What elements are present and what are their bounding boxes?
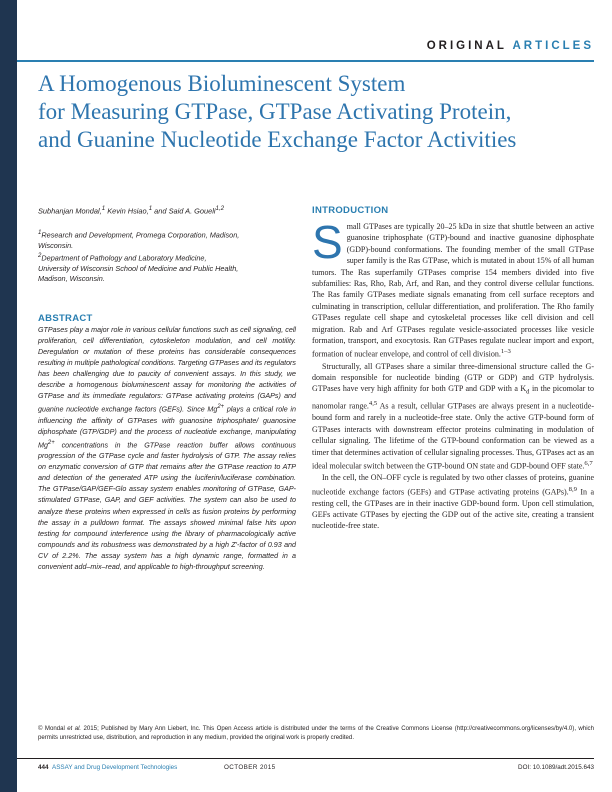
title-line-2: for Measuring GTPase, GTPase Activating Protein,: [38, 99, 512, 124]
author-2-affil: 1: [148, 205, 153, 212]
abstract-text-3: concentrations in the GTPase reaction buffer allows continuous progression of the GTPase cycle and faster hydrolysis of GTP. The assay relies on enzymatic conversion of GTP that remains after the GTPase reaction to ATP and detection of the generated ATP using the luciferin/luciferase combination. The GTPase/GAP/GEF-Glo assay system enables monitoring of GTPase, GAP-stimulated GTPase, GAP, and GEF activities. The system can also be used to analyze these proteins when expressed in cells as fusion proteins by performing the assay in a pulldown format. The assays showed minimal false hits upon testing for compound interference using the library of pharmacologically active compounds and its robustness was demonstrated by a high Z′-factor of 0.93 and CV of 2.2%. The assay system has a high dynamic range, formatted in a convenient add–mix–read, and applicable to high-throughput screening.: [38, 441, 296, 571]
title-line-3: and Guanine Nucleotide Exchange Factor Activities: [38, 127, 517, 152]
affiliation-2-text: Department of Pathology and Laboratory Medicine,: [41, 253, 207, 263]
section-label-word1: ORIGINAL: [426, 40, 507, 52]
page-footer: [38, 764, 594, 776]
intro-p2-subscript: d: [526, 388, 530, 396]
intro-paragraph-3: [312, 472, 594, 532]
author-2: Kevin Hsiao,: [105, 206, 149, 216]
intro-p3-ref: 8,9: [568, 485, 577, 493]
intro-p2-ref-2: 6,7: [584, 460, 593, 468]
affiliation-2-line-3: Madison, Wisconsin.: [38, 274, 105, 284]
author-list: [38, 205, 298, 215]
intro-p3-text-a: In the cell, the ON–OFF cycle is regulated by two other classes of proteins, guanine nucleotide exchange factors (GEFs) and GTPase activating proteins (GAPs).: [312, 473, 594, 497]
intro-p2-text-a: Structurally, all GTPases share a similar three-dimensional structure called the G-domain responsible for nucleotide binding (GTP or GDP) and GTP hydrolysis. GTPases have very high affinity for both GTP and GDP with a K: [312, 361, 594, 394]
author-1: Subhanjan Mondal,: [38, 206, 102, 216]
title-line-1: A Homogenous Bioluminescent System: [38, 71, 406, 96]
author-1-affil: 1: [101, 205, 106, 212]
journal-name: ASSAY and Drug Development Technologies: [52, 764, 178, 771]
intro-p1-text: mall GTPases are typically 20–25 kDa in size that shuttle between an active guanosine triphosphate (GTP)-bound and inactive guanosine diphosphate (GDP)-bound conformations. The founding member of the small GTPase super family is the Ras GTPase, which is mutated in about 15% of all human tumors. The Ras superfamily GTPases comprise 154 members divided into five subfamilies: Ras, Rho, Rab, Arf, and Ran, and they control diverse cellular functions. The Ras family GTPases mediate signals emanating from cell surface receptors and culminating in transcription, cellular differentiation, and proliferation. The Rho family GTPases regulate cell shape and cytoskeletal processes like cell division and cell migration. Rab and Arf GTPases regulate vesicle-associated processes like vesicle formation, transport, and exocytosis. Ran GTPases regulate nuclear import and export, formation of nuclear envelope, and control of cell division.: [312, 222, 594, 360]
doi: DOI: 10.1089/adt.2015.643: [518, 764, 594, 771]
intro-paragraph-1: [312, 216, 594, 361]
article-title: [38, 70, 598, 154]
affiliation-1-mark: 1: [38, 229, 42, 236]
intro-p2-text-b: in the picomolar to nanomolar range.: [312, 384, 594, 411]
license-text-b: 2015; Published by Mary Ann Liebert, Inc. This Open Access article is distributed under the terms of the Creative Commons License (http://creativecommons.org/licenses/by/4.0), which permits unrestricted use, distribution, and reproduction in any medium, provided the original work is properly credited.: [38, 725, 594, 741]
affiliation-1-line-2: Wisconsin.: [38, 240, 74, 250]
section-label: [427, 40, 594, 52]
author-3: and Said A. Goueli: [152, 206, 216, 216]
abstract-text-1: GTPases play a major role in various cellular functions such as cell signaling, cell proliferation, cell differentiation, cytoskeleton modulation, and cell motility. Deregulation or mutation of these proteins has considerable consequences resulting in multiple pathological conditions. Targeting GTPases and its regulators has been challenging due to paucity of convenient assays. In this study, we describe a homogenous bioluminescent assay for monitoring the activities of GTPase and its immediate regulators: GTPase activating proteins (GAPs) and guanine nucleotide exchange factors (GEFs). Since Mg: [38, 326, 296, 414]
intro-p3-text-b: In a resting cell, the GTPases are in their inactive GDP-bound form. Upon cell stimulation, GEFs activate GTPases by ejecting the GDP out of the active site, creating a transient nucleotide-free state.: [312, 487, 595, 531]
affiliations: [38, 228, 298, 284]
license-notice: [38, 724, 594, 742]
drop-cap: S: [312, 216, 343, 268]
introduction-heading: INTRODUCTION: [312, 205, 389, 216]
license-et-al: et al.: [67, 725, 82, 732]
section-label-word2: ARTICLES: [512, 40, 594, 52]
author-3-affil: 1,2: [215, 205, 225, 212]
intro-paragraph-2: [312, 361, 594, 473]
intro-p1-ref: 1–3: [500, 348, 511, 356]
page-number: 444: [38, 764, 49, 771]
affiliation-1-line-1: [38, 228, 298, 241]
sidebar-color-bar: [0, 0, 17, 792]
affiliation-2-line-1: [38, 251, 298, 264]
intro-p2-text-c: As a result, cellular GTPases are always present in a nucleotide-bound form and rarely in a nucleotide-free state. Only the active GTP-bound form of GTPases interacts with downstream effector proteins culminating in modulation of cellular signaling. The lifetime of the GTP-bound conformation can be viewed as a timer that determines activation of cellular signaling processes. Thus, GTPases act as an ideal molecular switch between the GTP-bound ON state and GDP-bound OFF state.: [312, 402, 594, 471]
abstract-sup-2: 2+: [47, 439, 55, 446]
abstract-text-2: plays a critical role in influencing the affinity of GTPases with guanosine triphosphate/ guanosine diphosphate (GTP/GDP) and the process of nucleotide exchange, manipulating Mg: [38, 405, 296, 450]
abstract-heading: ABSTRACT: [38, 313, 93, 324]
affiliation-2-line-2: University of Wisconsin School of Medicine and Public Health,: [38, 263, 239, 273]
issue-date: OCTOBER 2015: [224, 764, 276, 771]
introduction-body: [312, 216, 595, 532]
abstract-body: [38, 325, 296, 573]
intro-p2-ref-1: 4,5: [368, 400, 378, 408]
title-rule: [17, 60, 594, 62]
footer-rule: [17, 758, 594, 759]
abstract-sup-1: 2+: [217, 404, 225, 411]
affiliation-2-mark: 2: [38, 252, 42, 260]
license-text-a: © Mondal: [38, 725, 68, 732]
affiliation-1-text: Research and Development, Promega Corporation, Madison,: [41, 230, 240, 240]
